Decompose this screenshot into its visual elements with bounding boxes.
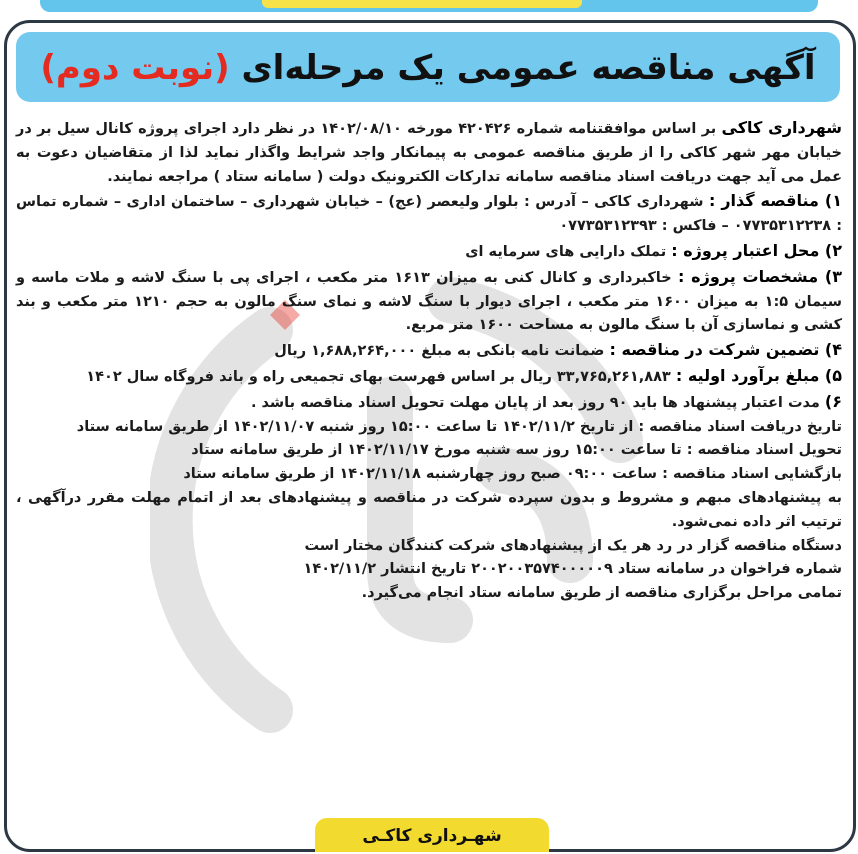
item-text: مدت اعتبار پیشنهاد ها باید ۹۰ روز بعد از پایان مهلت تحویل اسناد مناقصه باشد . bbox=[250, 394, 825, 411]
item-label: ۳) مشخصات پروژه : bbox=[677, 266, 842, 286]
footer-signature: شهـرداری کاکـی bbox=[315, 818, 549, 852]
title-main: آگهی مناقصه عمومی یک مرحله‌ای bbox=[241, 48, 816, 88]
schedule-line: به پیشنهادهای مبهم و مشروط و بدون سپرده شرکت در مناقصه و پیشنهادهای بعد از اتمام مهلت مقرر درآگهی ، ترتیب اثر داده نمی‌شود. bbox=[16, 489, 842, 530]
item-text: تملک دارایی های سرمایه ای bbox=[465, 243, 672, 260]
item-label: ۲) محل اعتبار پروژه : bbox=[671, 240, 842, 260]
list-item bbox=[16, 364, 842, 390]
list-item bbox=[16, 390, 842, 416]
schedule-line: بازگشایی اسناد مناقصه : ساعت ۰۹:۰۰ صبح روز چهارشنبه ۱۴۰۲/۱۱/۱۸ از طریق سامانه ستاد bbox=[183, 466, 842, 483]
title-accent: (نوبت دوم) bbox=[40, 48, 230, 88]
item-text: خاکبرداری و کانال کنی به میزان ۱۶۱۳ متر مکعب ، اجرای پی با سنگ لاشه و ملات ماسه و سیمان ۱:۵ به میزان ۱۶۰۰ متر مکعب ، اجرای دیوار با سنگ لاشه و نمای سنگ مالون به حجم ۱۲۱۰ متر مکعب و بند کشی و نماسازی آن با سنگ مالون به مساحت ۱۶۰۰ متر مربع. bbox=[16, 269, 842, 334]
ad-body bbox=[16, 116, 842, 606]
list-item bbox=[16, 265, 842, 338]
item-label: ۴) تضمین شرکت در مناقصه : bbox=[609, 340, 842, 360]
list-item bbox=[16, 239, 842, 265]
item-text: شهرداری کاکی – آدرس : بلوار ولیعصر (عج) – خیابان شهرداری – ساختمان اداری – شماره تماس : ۰۷۷۳۵۳۱۲۲۳۸ – فاکس : ۰۷۷۳۵۳۱۲۳۹۳ bbox=[16, 194, 842, 235]
page-title bbox=[22, 40, 834, 96]
list-item bbox=[16, 338, 842, 364]
schedule-line: شماره فراخوان در سامانه ستاد ۲۰۰۲۰۰۳۵۷۴۰۰۰۰۰۹ تاریخ انتشار ۱۴۰۲/۱۱/۲ bbox=[303, 561, 842, 578]
schedule-line: تمامی مراحل برگزاری مناقصه از طریق سامانه ستاد انجام می‌گیرد. bbox=[361, 585, 842, 602]
intro-paragraph bbox=[16, 116, 842, 189]
schedule-line: دستگاه مناقصه گزار در رد هر یک از پیشنهادهای شرکت کنندگان مختار است bbox=[304, 537, 842, 554]
item-label: ۱) مناقصه گذار : bbox=[708, 191, 843, 211]
item-label: ۶) bbox=[824, 391, 842, 411]
item-text: ضمانت نامه بانکی به مبلغ ۱,۶۸۸,۲۶۴,۰۰۰ ریال bbox=[274, 343, 610, 360]
list-item bbox=[16, 189, 842, 239]
top-yellow-bar bbox=[262, 0, 582, 8]
schedule-line: تاریخ دریافت اسناد مناقصه : از تاریخ ۱۴۰۲/۱۱/۲ تا ساعت ۱۵:۰۰ روز شنبه ۱۴۰۲/۱۱/۰۷ از طریق سامانه ستاد bbox=[76, 418, 842, 435]
top-decoration bbox=[0, 0, 858, 22]
schedule-line: تحویل اسناد مناقصه : تا ساعت ۱۵:۰۰ روز سه شنبه مورخ ۱۴۰۲/۱۱/۱۷ از طریق سامانه ستاد bbox=[191, 442, 842, 459]
intro-text: بر اساس موافقتنامه شماره ۴۲۰۴۲۶ مورخه ۱۴۰۲/۰۸/۱۰ در نظر دارد اجرای پروژه کانال سیل بر در خیابان مهر شهر کاکی را از طریق مناقصه عمومی به پیمانکار واجد شرایط واگذار نماید لذا از متقاضیان دعوت به عمل می آید جهت دریافت اسناد مناقصه سامانه تدارکات الکترونیک دولت ( سامانه ستاد ) مراجعه نمایند. bbox=[16, 121, 842, 185]
org-name: شهرداری کاکی bbox=[721, 118, 842, 137]
item-text: ۳۳,۷۶۵,۲۶۱,۸۸۳ ریال بر اساس فهرست بهای تجمیعی راه و باند فروگاه سال ۱۴۰۲ bbox=[86, 368, 676, 385]
item-label: ۵) مبلغ برآورد اولیه : bbox=[675, 365, 842, 385]
